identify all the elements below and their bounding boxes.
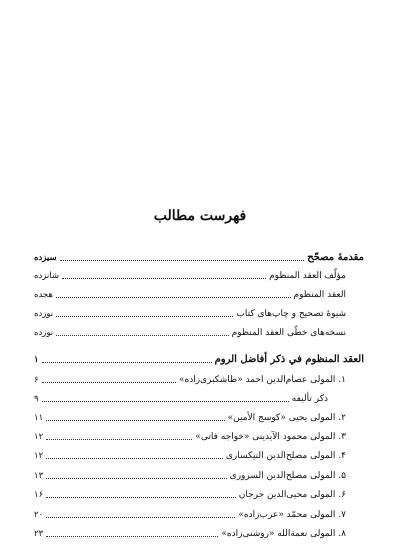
toc-row (34, 389, 364, 405)
toc-row (34, 427, 364, 443)
toc-page: ١١ (34, 413, 44, 423)
toc-row (34, 323, 364, 339)
toc-label: العقد المنظوم في ذکر أفاضل الروم (214, 354, 364, 365)
toc-row (34, 446, 364, 462)
leader-dots (46, 516, 235, 518)
toc-row (34, 370, 364, 386)
toc-label: ٢. المولی یحیی «کوسج الأمین» (227, 413, 346, 423)
leader-dots (62, 277, 266, 279)
toc-page: نوزده (34, 328, 54, 338)
toc-label: ٣. المولی محمود الآیدینی «خواجه فاتی» (195, 432, 346, 442)
page-title: فهرست مطالب (153, 208, 247, 224)
toc-page: ۹ (34, 394, 39, 404)
leader-dots (46, 477, 227, 479)
toc-row (34, 505, 364, 521)
toc-label: ۶. المولی محیی‌الدین جرجان (238, 490, 346, 500)
leader-dots (56, 334, 229, 336)
toc-label: شیوهٔ تصحیح و چاپ‌های کتاب (236, 309, 346, 319)
toc-label: ١. المولی عصام‌الدین احمد «طاشکبری‌زاده» (178, 375, 346, 385)
toc-page: نوزده (34, 309, 54, 319)
toc-label: مؤلّف العقد المنظوم (269, 271, 346, 281)
toc-page: ١٢ (34, 451, 44, 461)
leader-dots (60, 259, 305, 261)
toc-row (34, 485, 364, 501)
toc-page: ۶ (34, 375, 39, 385)
toc-label: ٨. المولی نعمةالله «روشنی‌زاده» (221, 529, 346, 539)
toc-row (34, 466, 364, 482)
toc-row (34, 524, 364, 540)
toc-row (34, 350, 364, 366)
toc-row (34, 304, 364, 320)
toc-page: ١٣ (34, 471, 44, 481)
toc-row (34, 266, 364, 282)
toc-row (34, 285, 364, 301)
toc-label: العقد المنظوم (293, 290, 346, 300)
toc-page: ١ (34, 355, 39, 365)
leader-dots (56, 296, 291, 298)
toc-label: ۴. المولی مصلح‌الدین النیکساری (225, 451, 346, 461)
leader-dots (46, 457, 223, 459)
toc-page: ٢٠ (34, 510, 44, 520)
leader-dots (42, 381, 176, 383)
toc-page: شانزده (34, 271, 60, 281)
leader-dots (56, 315, 233, 317)
toc-page: ١۶ (34, 490, 44, 500)
toc-label: ۵. المولی مصلح‌الدین السروری (229, 471, 346, 481)
leader-dots (42, 400, 289, 402)
leader-dots (46, 419, 225, 421)
toc-label: ٧. المولی محمّد «عرب‌زاده» (238, 510, 346, 520)
toc-page: هجده (34, 290, 53, 300)
leader-dots (46, 496, 236, 498)
toc-label: نسخه‌های خطّی العقد المنظوم (231, 328, 346, 338)
leader-dots (42, 361, 212, 363)
toc-label: مقدمهٔ مصحّح (307, 252, 364, 263)
leader-dots (46, 438, 192, 440)
toc-page: سیزده (34, 253, 57, 263)
toc-row (34, 408, 364, 424)
toc-row (34, 248, 364, 264)
leader-dots (46, 535, 218, 537)
toc-page: ١٢ (34, 432, 44, 442)
toc-label: ذکر تألیفه (291, 394, 328, 404)
toc-page: ٢٣ (34, 529, 44, 539)
